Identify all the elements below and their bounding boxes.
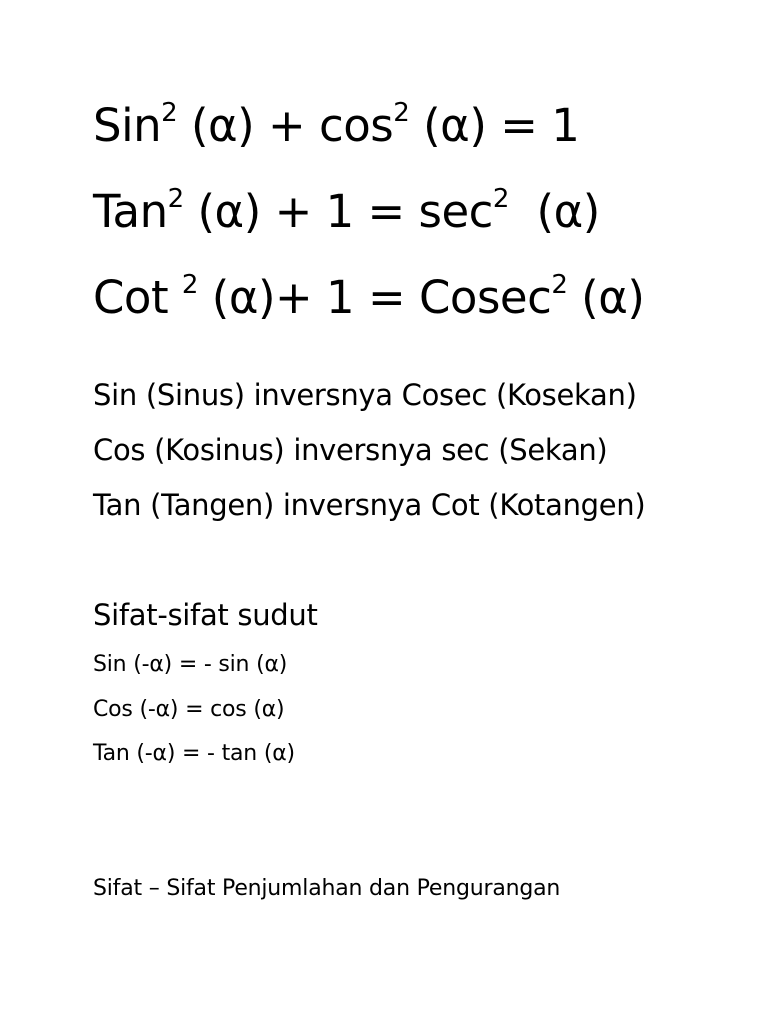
angle-property-tan: Tan (-α) = - tan (α) xyxy=(93,741,295,766)
angle-property-sin: Sin (-α) = - sin (α) xyxy=(93,652,288,677)
angle-properties-heading: Sifat-sifat sudut xyxy=(93,598,318,632)
exponent: 2 xyxy=(492,184,509,214)
identity-term: Cot xyxy=(93,271,182,324)
angle-property-cos: Cos (-α) = cos (α) xyxy=(93,697,285,722)
identity-sin-cos xyxy=(93,99,579,153)
inverse-tan: Tan (Tangen) inversnya Cot (Kotangen) xyxy=(93,488,646,522)
identity-term: (α)+ 1 = Cosec xyxy=(197,271,552,324)
inverse-cos: Cos (Kosinus) inversnya sec (Sekan) xyxy=(93,433,608,467)
identity-cot-cosec xyxy=(93,271,644,325)
identity-term: (α) + 1 = sec xyxy=(183,185,493,238)
inverse-sin: Sin (Sinus) inversnya Cosec (Kosekan) xyxy=(93,378,637,412)
identity-term: (α) + cos xyxy=(177,99,394,152)
identity-term: Sin xyxy=(93,99,162,152)
exponent: 2 xyxy=(393,98,410,128)
exponent: 2 xyxy=(167,184,184,214)
identity-term: (α) = 1 xyxy=(409,99,580,152)
exponent: 2 xyxy=(161,98,178,128)
exponent: 2 xyxy=(551,270,568,300)
identity-term: (α) xyxy=(508,185,600,238)
identity-term: Tan xyxy=(93,185,168,238)
identity-tan-sec xyxy=(93,185,600,239)
exponent: 2 xyxy=(181,270,198,300)
sum-diff-heading: Sifat – Sifat Penjumlahan dan Pengurangan xyxy=(93,876,561,901)
identity-term: (α) xyxy=(567,271,645,324)
